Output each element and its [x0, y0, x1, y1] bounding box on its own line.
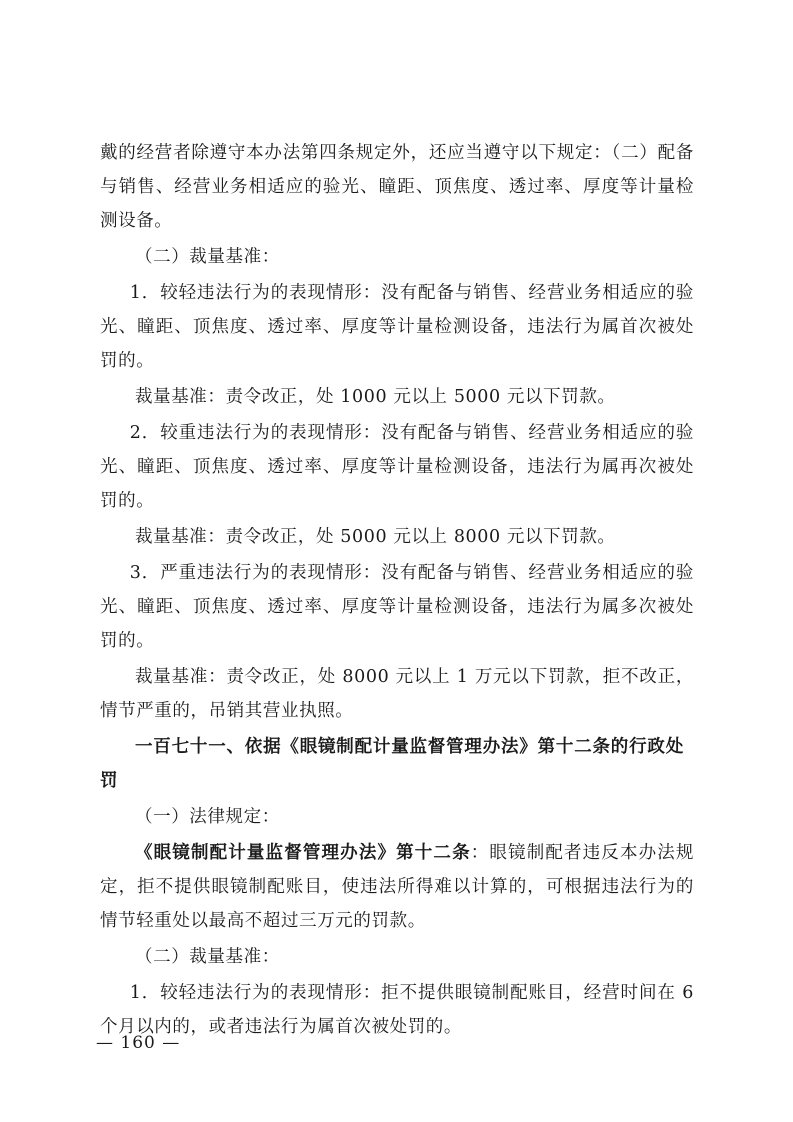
- section-legal-provision: （一）法律规定：: [135, 807, 280, 827]
- legal-provision-text: [100, 836, 694, 938]
- item-minor-violation-2: 1．较轻违法行为的表现情形：拒不提供眼镜制配账目，经营时间在 6 个月以内的，或者违法行为属首次被处罚的。: [100, 983, 694, 1037]
- article-heading: 一百七十一、依据《眼镜制配计量监督管理办法》第十二条的行政处罚: [100, 737, 684, 791]
- section-discretion-standard: （二）裁量基准：: [135, 247, 280, 267]
- paragraph-continuation: 戴的经营者除遵守本办法第四条规定外，还应当遵守以下规定：（二）配备与销售、经营业务相适应的验光、瞳距、顶焦度、透过率、厚度等计量检测设备。: [100, 143, 694, 231]
- standard-severe: 裁量基准：责令改正，处 8000 元以上 1 万元以下罚款，拒不改正，情节严重的，吊销其营业执照。: [100, 667, 694, 721]
- item-serious-violation: 2．较重违法行为的表现情形：没有配备与销售、经营业务相适应的验光、瞳距、顶焦度、透过率、厚度等计量检测设备，违法行为属再次被处罚的。: [100, 423, 694, 511]
- item-minor-violation: 1．较轻违法行为的表现情形：没有配备与销售、经营业务相适应的验光、瞳距、顶焦度、透过率、厚度等计量检测设备，违法行为属首次被处罚的。: [100, 283, 694, 371]
- item-severe-violation: 3．严重违法行为的表现情形：没有配备与销售、经营业务相适应的验光、瞳距、顶焦度、透过率、厚度等计量检测设备，违法行为属多次被处罚的。: [100, 563, 694, 651]
- section-discretion-standard-2: （二）裁量基准：: [135, 947, 280, 967]
- standard-minor: 裁量基准：责令改正，处 1000 元以上 5000 元以下罚款。: [135, 387, 616, 407]
- regulation-citation: 《眼镜制配计量监督管理办法》第十二条: [135, 843, 471, 863]
- document-body: [100, 136, 694, 1044]
- standard-serious: 裁量基准：责令改正，处 5000 元以上 8000 元以下罚款。: [135, 527, 616, 547]
- regulation-content: ：眼镜制配者违反本办法规定，拒不提供眼镜制配账目，使违法所得难以计算的，可根据违法行为的情节轻重处以最高不超过三万元的罚款。: [100, 843, 694, 931]
- page-number: — 160 —: [96, 1033, 181, 1053]
